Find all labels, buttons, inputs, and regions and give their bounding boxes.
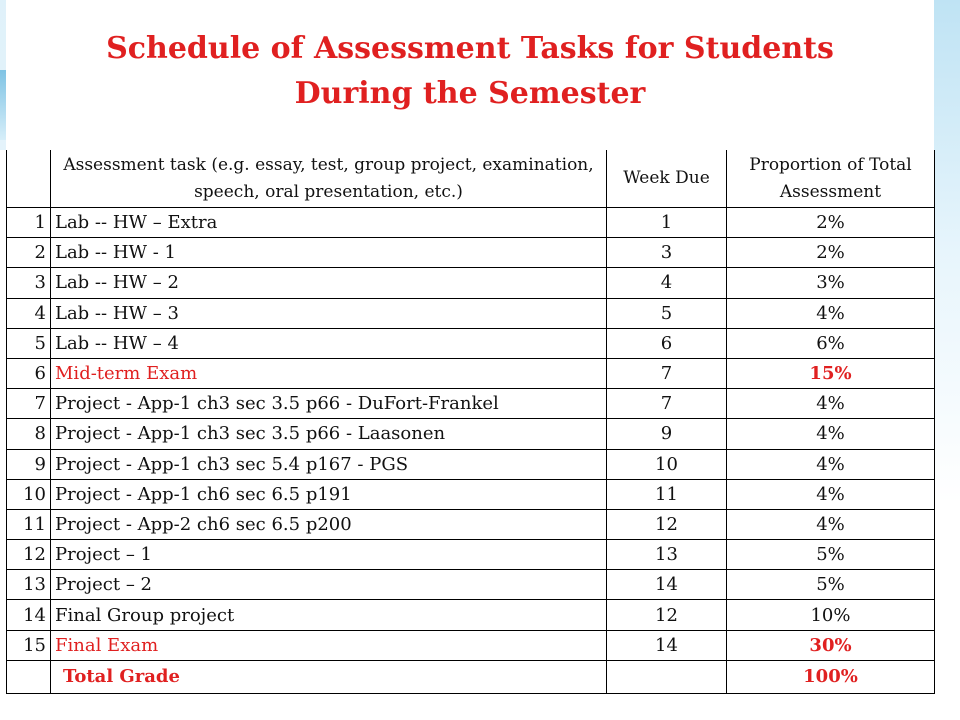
row-task: Lab -- HW – 2 [51,268,607,298]
row-week: 1 [607,208,727,238]
table-row [7,328,935,358]
row-proportion: 3% [727,268,935,298]
table-row [7,389,935,419]
row-proportion: 4% [727,509,935,539]
row-task: Lab -- HW – Extra [51,208,607,238]
table-row [7,268,935,298]
assessment-table [6,150,935,694]
row-proportion: 2% [727,238,935,268]
row-number: 4 [7,298,51,328]
row-week: 11 [607,479,727,509]
header-num [7,150,51,208]
row-number: 13 [7,570,51,600]
table-row [7,238,935,268]
table-row [7,509,935,539]
total-week [607,660,727,693]
row-proportion: 4% [727,449,935,479]
row-number: 10 [7,479,51,509]
row-task: Final Group project [51,600,607,630]
row-task: Lab -- HW - 1 [51,238,607,268]
row-proportion: 15% [727,358,935,388]
row-task: Lab -- HW – 4 [51,328,607,358]
row-week: 12 [607,600,727,630]
row-task: Project - App-1 ch3 sec 5.4 p167 - PGS [51,449,607,479]
table-row [7,208,935,238]
row-task: Project - App-2 ch6 sec 6.5 p200 [51,509,607,539]
row-number: 7 [7,389,51,419]
row-number: 11 [7,509,51,539]
row-number: 1 [7,208,51,238]
row-week: 12 [607,509,727,539]
row-number: 14 [7,600,51,630]
total-proportion: 100% [727,660,935,693]
title-area [6,0,934,150]
row-week: 14 [607,630,727,660]
row-proportion: 4% [727,419,935,449]
row-proportion: 2% [727,208,935,238]
row-proportion: 5% [727,540,935,570]
header-task: Assessment task (e.g. essay, test, group project, examination, speech, oral presentation, etc.) [51,150,607,208]
title-line-2: During the Semester [294,76,646,111]
row-number: 15 [7,630,51,660]
row-week: 4 [607,268,727,298]
row-proportion: 30% [727,630,935,660]
table-row [7,479,935,509]
table-row [7,419,935,449]
table-row [7,540,935,570]
table-row [7,600,935,630]
total-label: Total Grade [51,660,607,693]
table-header-row [7,150,935,208]
title-line-1: Schedule of Assessment Tasks for Students [106,31,834,66]
row-proportion: 5% [727,570,935,600]
row-week: 6 [607,328,727,358]
row-week: 7 [607,389,727,419]
table-row [7,358,935,388]
row-week: 3 [607,238,727,268]
row-week: 5 [607,298,727,328]
table-row [7,298,935,328]
row-task: Project - App-1 ch3 sec 3.5 p66 - Laasonen [51,419,607,449]
table-row [7,570,935,600]
row-proportion: 4% [727,389,935,419]
row-number: 5 [7,328,51,358]
row-task: Project - App-1 ch6 sec 6.5 p191 [51,479,607,509]
row-task: Mid-term Exam [51,358,607,388]
table-row [7,449,935,479]
header-proportion: Proportion of Total Assessment [727,150,935,208]
row-task: Project - App-1 ch3 sec 3.5 p66 - DuFort-Frankel [51,389,607,419]
total-row [7,660,935,693]
row-week: 9 [607,419,727,449]
row-number: 12 [7,540,51,570]
row-number: 2 [7,238,51,268]
slide-title [6,26,934,116]
table-row [7,630,935,660]
header-week: Week Due [607,150,727,208]
row-week: 7 [607,358,727,388]
row-week: 10 [607,449,727,479]
row-proportion: 4% [727,479,935,509]
row-task: Final Exam [51,630,607,660]
row-task: Project – 1 [51,540,607,570]
row-task: Project – 2 [51,570,607,600]
total-num [7,660,51,693]
row-week: 13 [607,540,727,570]
row-number: 3 [7,268,51,298]
row-proportion: 4% [727,298,935,328]
row-number: 9 [7,449,51,479]
row-proportion: 10% [727,600,935,630]
row-proportion: 6% [727,328,935,358]
row-task: Lab -- HW – 3 [51,298,607,328]
row-week: 14 [607,570,727,600]
row-number: 8 [7,419,51,449]
row-number: 6 [7,358,51,388]
